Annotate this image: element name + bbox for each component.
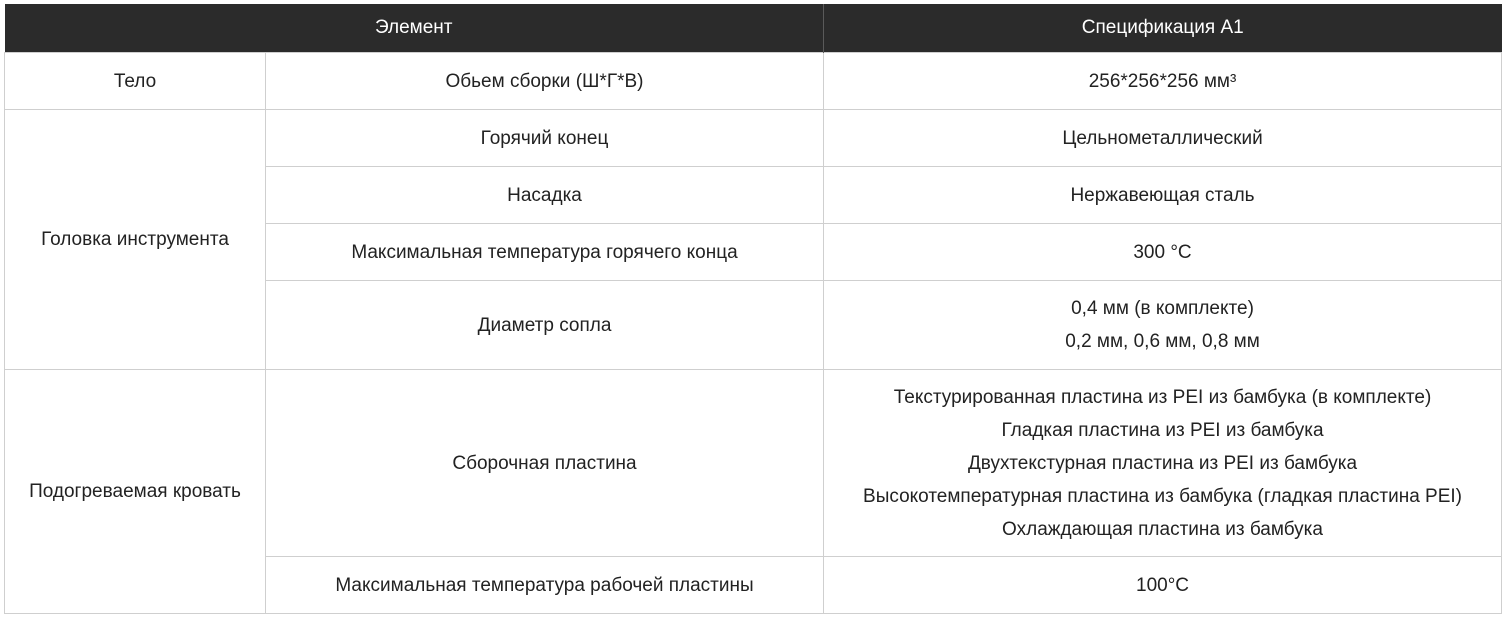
value-line: Охлаждающая пластина из бамбука <box>1002 518 1323 540</box>
value-line: Текстурированная пластина из PEI из бамбука (в комплекте) <box>893 386 1432 408</box>
spec-table <box>4 4 1502 614</box>
parameter-cell: Обьем сборки (Ш*Г*В) <box>266 53 824 110</box>
parameter-cell: Диаметр сопла <box>266 281 824 370</box>
value-line: Гладкая пластина из PEI из бамбука <box>1001 419 1324 441</box>
table-header <box>5 4 1502 53</box>
table-row <box>5 370 1502 557</box>
parameter-cell: Максимальная температура горячего конца <box>266 224 824 281</box>
table-body <box>5 53 1502 614</box>
group-cell-toolhead: Головка инструмента <box>5 110 266 370</box>
value-cell <box>824 281 1502 370</box>
value-line: 0,2 мм, 0,6 мм, 0,8 мм <box>1065 331 1260 352</box>
value-cell <box>824 370 1502 557</box>
parameter-cell: Насадка <box>266 167 824 224</box>
header-spec: Спецификация A1 <box>824 4 1502 53</box>
parameter-cell: Максимальная температура рабочей пластины <box>266 557 824 614</box>
header-row <box>5 4 1502 53</box>
parameter-cell: Сборочная пластина <box>266 370 824 557</box>
table-row <box>5 53 1502 110</box>
value-cell: Нержавеющая сталь <box>824 167 1502 224</box>
value-cell: Цельнометаллический <box>824 110 1502 167</box>
group-cell-heatedbed: Подогреваемая кровать <box>5 370 266 614</box>
value-cell: 100°C <box>824 557 1502 614</box>
header-element: Элемент <box>5 4 824 53</box>
table-row <box>5 110 1502 167</box>
value-cell: 300 °C <box>824 224 1502 281</box>
value-line: Двухтекстурная пластина из PEI из бамбука <box>967 452 1358 474</box>
value-line: Высокотемпературная пластина из бамбука (гладкая пластина PEI) <box>863 485 1462 507</box>
value-line: 0,4 мм (в комплекте) <box>1071 298 1254 319</box>
value-cell: 256*256*256 мм³ <box>824 53 1502 110</box>
parameter-cell: Горячий конец <box>266 110 824 167</box>
group-cell-body: Тело <box>5 53 266 110</box>
